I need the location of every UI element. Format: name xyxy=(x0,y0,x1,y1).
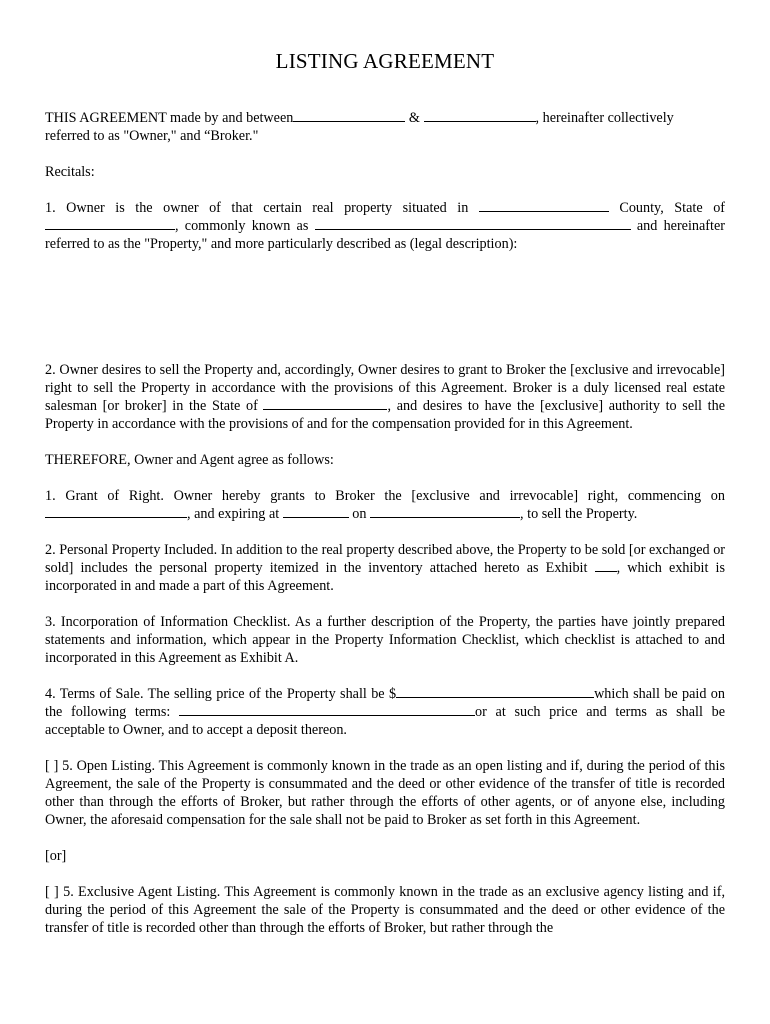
recital-1-text-5: and xyxy=(630,218,658,234)
clause-3: 3. Incorporation of Information Checklist. As a further description of the Property, the parties have jointly prepared statements and information, which appear in the Property Information Checklist, which checklist is attached to and incorporated in this Agreement as Exhibit A. xyxy=(45,614,725,666)
selling-price-blank[interactable] xyxy=(396,685,594,698)
clause-1-text-2: , and expiring at xyxy=(187,506,283,522)
clause-1-text-1: 1. Grant of Right. Owner hereby grants to Broker the [exclusive and irrevocable] right, commencing on xyxy=(45,488,725,504)
clause-4-text-3: or at such price and terms as shall be acceptable to Owner, and to accept a deposit thereon. xyxy=(45,704,725,738)
therefore-line: THEREFORE, Owner and Agent agree as follows: xyxy=(45,452,334,468)
clause-1-text-3: on xyxy=(348,506,371,522)
party-one-blank[interactable] xyxy=(293,109,405,122)
clause-2-text-1: 2. Personal Property Included. In addition to the real property described above, the Property to be sold [or exchanged or sold] includes the personal property itemized in the inventory attached hereto as Exhibit xyxy=(45,542,726,576)
intro-paragraph xyxy=(45,109,725,145)
recital-2-text-2: , and desires to have the [exclusive] authority to sell the Property in accordance with the provisions of and for the compensation provided for in this Agreement. xyxy=(45,398,725,432)
commencing-date-blank[interactable] xyxy=(45,505,187,518)
intro-text-1: THIS AGREEMENT made by and between xyxy=(45,110,294,126)
intro-text-4: referred to as "Owner," and “Broker." xyxy=(45,128,259,144)
clause-1-text-4: , to sell the Property. xyxy=(520,506,638,522)
recital-1 xyxy=(45,199,725,253)
county-blank[interactable] xyxy=(479,199,609,212)
clause-4 xyxy=(45,685,725,739)
recital-2-text-1: 2. Owner desires to sell the Property and, accordingly, Owner desires to grant to Broker the [exclusive and irrevocable] right to sell the Property in accordance with the provisions of this Agreement. Broker is a duly licensed real estate salesman [or broker] in the State of xyxy=(45,362,725,414)
document-title: LISTING AGREEMENT xyxy=(275,49,495,73)
clause-5-open-listing: [ ] 5. Open Listing. This Agreement is commonly known in the trade as an open listing and if, during the period of this Agreement, the sale of the Property is consummated and the deed or other evidence of the transfer of title is recorded other than through the efforts of Broker, but rather through the efforts of other agents, or of anyone else, including Owner, the aforesaid compensation for the sale shall not be paid to Broker as set forth in this Agreement. xyxy=(45,758,725,828)
clause-2-text-2: , which exhibit is incorporated in and made a part of this Agreement. xyxy=(45,560,726,594)
state-blank[interactable] xyxy=(45,217,175,230)
recitals-label: Recitals: xyxy=(45,164,95,180)
recital-2 xyxy=(45,361,725,433)
clause-4-text-1: 4. Terms of Sale. The selling price of the Property shall be $ xyxy=(45,686,397,702)
clause-1 xyxy=(45,487,725,523)
expiring-date-blank[interactable] xyxy=(370,505,520,518)
broker-state-blank[interactable] xyxy=(263,397,387,410)
clause-4-text-2: which shall be paid on the following terms: xyxy=(45,686,725,720)
clause-5-exclusive-agent-listing: [ ] 5. Exclusive Agent Listing. This Agreement is commonly known in the trade as an exclusive agency listing and if, during the period of this Agreement the sale of the Property is consummated and the deed or other evidence of the transfer of title is recorded other than through the efforts of Broker, but rather through the xyxy=(45,884,725,936)
intro-text-3: , hereinafter collectively xyxy=(535,110,674,126)
or-label: [or] xyxy=(45,848,67,864)
expiring-time-blank[interactable] xyxy=(283,505,349,518)
recital-1-text-6: hereinafter referred to as the "Property," and more particularly described as (legal description): xyxy=(45,218,725,252)
payment-terms-blank[interactable] xyxy=(179,703,475,716)
recital-1-text-4: , commonly known as xyxy=(175,218,315,234)
clause-2 xyxy=(45,541,725,595)
intro-text-2: & xyxy=(405,110,424,126)
common-name-blank[interactable] xyxy=(315,217,631,230)
recital-1-text-3: of xyxy=(713,200,726,216)
recital-1-text-2: County, State xyxy=(608,200,703,216)
exhibit-blank[interactable] xyxy=(595,559,617,572)
document-body xyxy=(45,109,725,937)
party-two-blank[interactable] xyxy=(424,109,536,122)
recital-1-text-1: 1. Owner is the owner of that certain real property situated in xyxy=(45,200,479,216)
